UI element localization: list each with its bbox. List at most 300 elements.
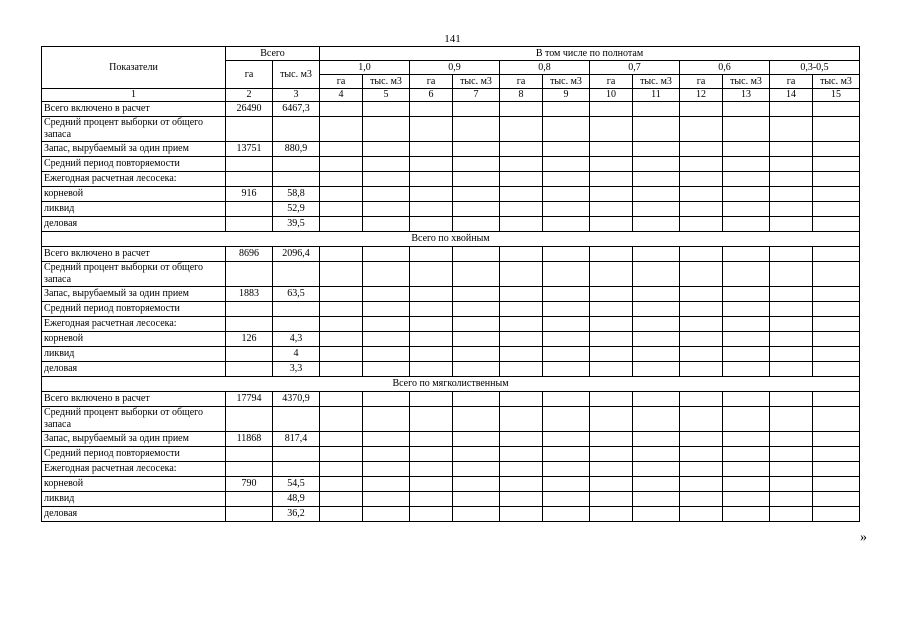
density-value-cell — [500, 217, 543, 232]
density-value-cell — [723, 347, 770, 362]
density-value-cell — [453, 477, 500, 492]
density-value-cell — [590, 392, 633, 407]
row-label: Всего включено в расчет — [42, 247, 226, 262]
total-ha-cell — [226, 447, 273, 462]
density-value-cell — [453, 172, 500, 187]
total-volume-cell — [273, 262, 320, 287]
total-volume-cell — [273, 447, 320, 462]
density-value-cell — [543, 117, 590, 142]
density-value-cell — [723, 407, 770, 432]
density-value-cell — [590, 142, 633, 157]
density-value-cell — [500, 447, 543, 462]
density-value-cell — [813, 447, 860, 462]
density-value-cell — [363, 172, 410, 187]
density-value-cell — [410, 477, 453, 492]
density-value-cell — [543, 407, 590, 432]
density-value-cell — [363, 392, 410, 407]
density-value-cell — [813, 287, 860, 302]
density-value-cell — [543, 477, 590, 492]
density-value-cell — [680, 332, 723, 347]
column-number: 15 — [813, 89, 860, 102]
density-value-cell — [590, 117, 633, 142]
total-volume-cell: 54,5 — [273, 477, 320, 492]
row-label: Средний процент выборки от общего запаса — [42, 407, 226, 432]
density-value-cell — [770, 262, 813, 287]
by-density-header: В том числе по полнотам — [320, 47, 860, 61]
density-value-cell — [633, 142, 680, 157]
density-value-cell — [723, 507, 770, 522]
total-volume-cell — [273, 462, 320, 477]
density-value-cell — [680, 262, 723, 287]
density-value-cell — [410, 492, 453, 507]
density-value-cell — [453, 332, 500, 347]
density-value-cell — [723, 332, 770, 347]
density-value-cell — [363, 117, 410, 142]
density-value-cell — [453, 217, 500, 232]
table-row — [42, 447, 860, 462]
total-ha-cell: 126 — [226, 332, 273, 347]
density-value-cell — [590, 462, 633, 477]
total-volume-cell — [273, 117, 320, 142]
density-value-cell — [320, 287, 363, 302]
density-value-cell — [500, 462, 543, 477]
density-value-cell — [500, 247, 543, 262]
density-value-cell — [543, 507, 590, 522]
density-value-cell — [320, 492, 363, 507]
density-value-cell — [633, 217, 680, 232]
total-volume-cell: 52,9 — [273, 202, 320, 217]
density-value-cell — [680, 347, 723, 362]
density-header: 0,6 — [680, 61, 770, 75]
density-value-cell — [320, 157, 363, 172]
density-value-cell — [320, 302, 363, 317]
column-number: 11 — [633, 89, 680, 102]
density-value-cell — [363, 102, 410, 117]
density-value-cell — [633, 302, 680, 317]
density-value-cell — [770, 202, 813, 217]
density-value-cell — [770, 347, 813, 362]
total-ha-cell: 916 — [226, 187, 273, 202]
total-volume-cell: 58,8 — [273, 187, 320, 202]
density-value-cell — [500, 432, 543, 447]
total-ha-cell: 790 — [226, 477, 273, 492]
total-ha-cell — [226, 262, 273, 287]
total-ha-cell: 17794 — [226, 392, 273, 407]
row-label: Средний период повторяемости — [42, 447, 226, 462]
density-value-cell — [770, 492, 813, 507]
density-value-cell — [680, 247, 723, 262]
density-value-cell — [543, 172, 590, 187]
density-value-cell — [453, 432, 500, 447]
density-value-cell — [363, 432, 410, 447]
density-value-cell — [410, 507, 453, 522]
density-value-cell — [363, 507, 410, 522]
total-volume-cell: 880,9 — [273, 142, 320, 157]
total-volume-cell: 4 — [273, 347, 320, 362]
total-ha-cell — [226, 217, 273, 232]
density-value-cell — [723, 317, 770, 332]
density-value-cell — [770, 407, 813, 432]
density-value-cell — [590, 247, 633, 262]
column-number: 4 — [320, 89, 363, 102]
total-header: Всего — [226, 47, 320, 61]
density-value-cell — [770, 447, 813, 462]
density-value-cell — [813, 262, 860, 287]
density-value-cell — [320, 172, 363, 187]
density-value-cell — [320, 392, 363, 407]
density-value-cell — [770, 462, 813, 477]
density-value-cell — [453, 447, 500, 462]
density-value-cell — [363, 492, 410, 507]
density-value-cell — [363, 142, 410, 157]
density-value-cell — [500, 187, 543, 202]
density-value-cell — [680, 407, 723, 432]
density-value-cell — [590, 347, 633, 362]
total-ha-cell — [226, 462, 273, 477]
density-header: 1,0 — [320, 61, 410, 75]
table-row — [42, 217, 860, 232]
density-value-cell — [410, 317, 453, 332]
density-value-cell — [813, 117, 860, 142]
column-number: 7 — [453, 89, 500, 102]
density-value-cell — [723, 287, 770, 302]
density-value-cell — [363, 247, 410, 262]
total-ha-cell — [226, 507, 273, 522]
table-row — [42, 157, 860, 172]
table-row — [42, 462, 860, 477]
density-value-cell — [813, 217, 860, 232]
table-row — [42, 287, 860, 302]
density-value-cell — [680, 187, 723, 202]
total-ha-cell — [226, 302, 273, 317]
total-volume-cell — [273, 302, 320, 317]
density-value-cell — [723, 102, 770, 117]
row-label: Запас, вырубаемый за один прием — [42, 142, 226, 157]
total-ha-cell — [226, 202, 273, 217]
total-volume-cell: 817,4 — [273, 432, 320, 447]
density-value-cell — [453, 287, 500, 302]
density-value-cell — [723, 477, 770, 492]
density-value-cell — [633, 492, 680, 507]
total-ha-cell: 11868 — [226, 432, 273, 447]
density-value-cell — [680, 142, 723, 157]
row-label: Средний период повторяемости — [42, 302, 226, 317]
column-number: 6 — [410, 89, 453, 102]
density-value-cell — [813, 102, 860, 117]
density-value-cell — [320, 477, 363, 492]
density-value-cell — [453, 347, 500, 362]
column-number: 5 — [363, 89, 410, 102]
density-value-cell — [410, 287, 453, 302]
density-value-cell — [770, 287, 813, 302]
row-label: ликвид — [42, 347, 226, 362]
total-volume-cell — [273, 407, 320, 432]
density-value-cell — [453, 492, 500, 507]
table-row — [42, 392, 860, 407]
density-value-cell — [680, 302, 723, 317]
column-number: 10 — [590, 89, 633, 102]
row-label: деловая — [42, 362, 226, 377]
density-value-cell — [813, 407, 860, 432]
density-value-cell — [410, 157, 453, 172]
density-value-cell — [500, 347, 543, 362]
row-label: Средний процент выборки от общего запаса — [42, 262, 226, 287]
column-number: 9 — [543, 89, 590, 102]
density-value-cell — [543, 247, 590, 262]
row-label: Всего включено в расчет — [42, 102, 226, 117]
density-value-cell — [410, 247, 453, 262]
density-value-cell — [363, 202, 410, 217]
section-title: Всего по хвойным — [42, 232, 860, 247]
density-value-cell — [680, 102, 723, 117]
unit-volume-header: тыс. м3 — [633, 75, 680, 89]
density-value-cell — [770, 302, 813, 317]
table-row — [42, 172, 860, 187]
density-value-cell — [813, 202, 860, 217]
table-body — [42, 102, 860, 522]
density-value-cell — [723, 392, 770, 407]
density-value-cell — [813, 347, 860, 362]
density-value-cell — [500, 507, 543, 522]
density-value-cell — [410, 432, 453, 447]
density-value-cell — [363, 462, 410, 477]
density-value-cell — [500, 262, 543, 287]
density-value-cell — [500, 157, 543, 172]
density-value-cell — [770, 142, 813, 157]
density-value-cell — [770, 362, 813, 377]
density-value-cell — [633, 347, 680, 362]
density-value-cell — [813, 477, 860, 492]
density-value-cell — [543, 447, 590, 462]
density-value-cell — [320, 102, 363, 117]
density-value-cell — [453, 187, 500, 202]
density-value-cell — [770, 332, 813, 347]
total-volume-cell — [273, 317, 320, 332]
total-ha-cell: 1883 — [226, 287, 273, 302]
density-value-cell — [590, 332, 633, 347]
table-row — [42, 302, 860, 317]
density-value-cell — [723, 462, 770, 477]
total-volume-cell: 3,3 — [273, 362, 320, 377]
density-value-cell — [590, 317, 633, 332]
total-volume-cell: 48,9 — [273, 492, 320, 507]
density-value-cell — [410, 262, 453, 287]
density-value-cell — [410, 347, 453, 362]
row-label: корневой — [42, 332, 226, 347]
table-row — [42, 432, 860, 447]
table-row — [42, 362, 860, 377]
density-value-cell — [813, 332, 860, 347]
total-ha-cell: 8696 — [226, 247, 273, 262]
density-value-cell — [320, 432, 363, 447]
density-value-cell — [813, 492, 860, 507]
density-value-cell — [633, 332, 680, 347]
row-label: корневой — [42, 477, 226, 492]
density-value-cell — [543, 462, 590, 477]
density-value-cell — [633, 172, 680, 187]
density-value-cell — [770, 392, 813, 407]
total-volume-cell — [273, 157, 320, 172]
density-value-cell — [633, 202, 680, 217]
density-value-cell — [543, 217, 590, 232]
density-value-cell — [410, 117, 453, 142]
table-row — [42, 492, 860, 507]
column-number: 1 — [42, 89, 226, 102]
density-value-cell — [410, 392, 453, 407]
density-value-cell — [590, 102, 633, 117]
density-value-cell — [590, 432, 633, 447]
section-title: Всего по мягколиственным — [42, 377, 860, 392]
density-value-cell — [680, 317, 723, 332]
density-value-cell — [680, 287, 723, 302]
total-volume-cell: 2096,4 — [273, 247, 320, 262]
density-value-cell — [363, 407, 410, 432]
density-value-cell — [680, 507, 723, 522]
density-value-cell — [543, 302, 590, 317]
density-value-cell — [543, 347, 590, 362]
density-value-cell — [590, 187, 633, 202]
density-value-cell — [453, 262, 500, 287]
density-value-cell — [500, 317, 543, 332]
density-value-cell — [453, 102, 500, 117]
density-value-cell — [320, 202, 363, 217]
density-value-cell — [500, 172, 543, 187]
density-header: 0,9 — [410, 61, 500, 75]
density-value-cell — [543, 332, 590, 347]
density-value-cell — [363, 447, 410, 462]
density-value-cell — [680, 202, 723, 217]
density-value-cell — [633, 447, 680, 462]
density-value-cell — [633, 362, 680, 377]
density-value-cell — [500, 362, 543, 377]
row-label: Всего включено в расчет — [42, 392, 226, 407]
density-value-cell — [813, 362, 860, 377]
density-value-cell — [633, 187, 680, 202]
density-value-cell — [723, 202, 770, 217]
density-value-cell — [633, 102, 680, 117]
density-value-cell — [723, 262, 770, 287]
density-value-cell — [770, 157, 813, 172]
density-value-cell — [320, 407, 363, 432]
table-row — [42, 262, 860, 287]
table-row — [42, 332, 860, 347]
density-value-cell — [363, 217, 410, 232]
density-value-cell — [633, 392, 680, 407]
page-number: 141 — [444, 33, 461, 45]
density-value-cell — [723, 142, 770, 157]
total-ha-cell — [226, 117, 273, 142]
density-value-cell — [410, 462, 453, 477]
density-value-cell — [543, 362, 590, 377]
table-row — [42, 187, 860, 202]
density-header: 0,3-0,5 — [770, 61, 860, 75]
indicators-header: Показатели — [42, 47, 226, 89]
unit-volume-header: тыс. м3 — [723, 75, 770, 89]
density-value-cell — [453, 407, 500, 432]
density-value-cell — [543, 432, 590, 447]
density-value-cell — [410, 407, 453, 432]
density-value-cell — [543, 492, 590, 507]
density-value-cell — [723, 492, 770, 507]
density-value-cell — [723, 432, 770, 447]
density-value-cell — [723, 187, 770, 202]
table-row — [42, 117, 860, 142]
density-value-cell — [813, 507, 860, 522]
density-value-cell — [363, 347, 410, 362]
row-label: Ежегодная расчетная лесосека: — [42, 462, 226, 477]
density-value-cell — [590, 302, 633, 317]
density-value-cell — [590, 362, 633, 377]
row-label: Средний период повторяемости — [42, 157, 226, 172]
total-volume-cell: 36,2 — [273, 507, 320, 522]
density-value-cell — [770, 317, 813, 332]
density-value-cell — [633, 432, 680, 447]
density-value-cell — [453, 157, 500, 172]
row-label: Ежегодная расчетная лесосека: — [42, 172, 226, 187]
total-ha-cell — [226, 317, 273, 332]
row-label: ликвид — [42, 492, 226, 507]
column-number: 3 — [273, 89, 320, 102]
continuation-mark: » — [860, 530, 867, 545]
density-value-cell — [500, 142, 543, 157]
density-value-cell — [590, 477, 633, 492]
density-value-cell — [410, 302, 453, 317]
density-value-cell — [543, 202, 590, 217]
density-value-cell — [813, 392, 860, 407]
density-value-cell — [320, 142, 363, 157]
total-ha-cell — [226, 362, 273, 377]
density-value-cell — [813, 462, 860, 477]
density-value-cell — [543, 142, 590, 157]
density-value-cell — [680, 117, 723, 142]
density-value-cell — [543, 287, 590, 302]
density-value-cell — [363, 332, 410, 347]
total-ha-cell — [226, 172, 273, 187]
density-value-cell — [770, 432, 813, 447]
density-value-cell — [723, 362, 770, 377]
density-value-cell — [723, 117, 770, 142]
unit-ha-header: га — [500, 75, 543, 89]
density-value-cell — [410, 332, 453, 347]
total-ha-cell — [226, 492, 273, 507]
density-value-cell — [500, 302, 543, 317]
density-value-cell — [633, 287, 680, 302]
density-value-cell — [543, 392, 590, 407]
total-ha-cell — [226, 347, 273, 362]
density-value-cell — [410, 142, 453, 157]
row-label: Ежегодная расчетная лесосека: — [42, 317, 226, 332]
density-value-cell — [633, 317, 680, 332]
unit-ha-header: га — [770, 75, 813, 89]
density-value-cell — [770, 507, 813, 522]
table-row — [42, 347, 860, 362]
density-value-cell — [590, 507, 633, 522]
table-row — [42, 407, 860, 432]
density-value-cell — [723, 157, 770, 172]
density-value-cell — [543, 262, 590, 287]
unit-volume-header: тыс. м3 — [813, 75, 860, 89]
density-value-cell — [320, 117, 363, 142]
total-ha-cell: 26490 — [226, 102, 273, 117]
density-value-cell — [500, 332, 543, 347]
row-label: ликвид — [42, 202, 226, 217]
total-volume-header: тыс. м3 — [273, 61, 320, 89]
unit-ha-header: га — [410, 75, 453, 89]
density-value-cell — [500, 407, 543, 432]
density-value-cell — [543, 187, 590, 202]
density-value-cell — [633, 462, 680, 477]
total-volume-cell: 4,3 — [273, 332, 320, 347]
